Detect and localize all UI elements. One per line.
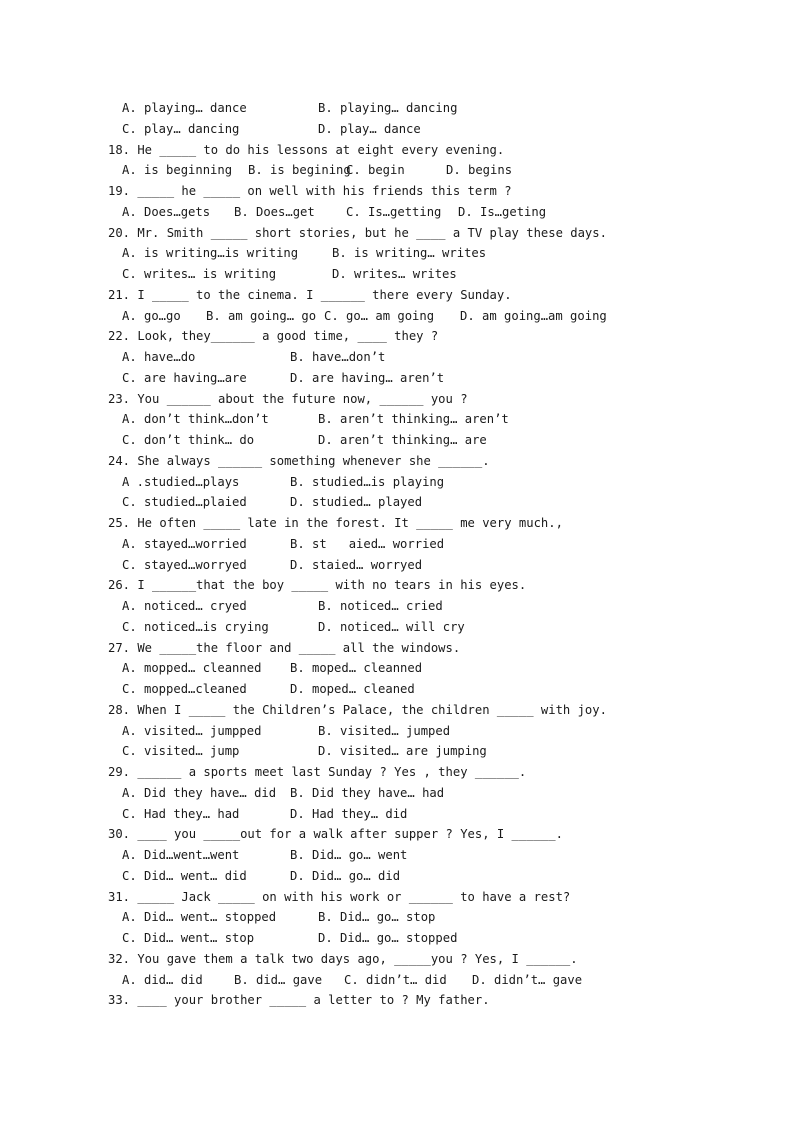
- option-row: [108, 970, 748, 991]
- answer-option: C. Is…getting: [346, 204, 442, 219]
- answer-option: C. Did… went… stop: [122, 931, 255, 945]
- answer-option: B. visited… jumped: [318, 723, 451, 738]
- answer-option: A. noticed… cryed: [122, 599, 247, 613]
- answer-option: C. Did… went… did: [122, 868, 247, 883]
- answer-option: B. am going… go: [206, 308, 317, 323]
- answer-option: A. go…go: [122, 308, 181, 323]
- option-row: [108, 98, 748, 119]
- question-stem: 24. She always ______ something whenever she ______.: [108, 453, 490, 468]
- answer-option: A. Did…went…went: [122, 848, 240, 862]
- option-row: [108, 492, 748, 513]
- option-row: [108, 368, 748, 389]
- option-row: [108, 783, 748, 804]
- answer-option: D. noticed… will cry: [318, 619, 465, 634]
- option-row: [108, 907, 748, 928]
- answer-option: C. didn’t… did: [344, 972, 447, 987]
- answer-option: C. Had they… had: [122, 806, 240, 821]
- answer-option: A. visited… jumpped: [122, 723, 262, 738]
- question-stem: 28. When I _____ the Children’s Palace, the children _____ with joy.: [108, 702, 607, 717]
- answer-option: B. is begining: [248, 163, 351, 178]
- option-row: [108, 202, 748, 223]
- answer-option: A. Did… went… stopped: [122, 910, 277, 925]
- answer-option: A. don’t think…don’t: [122, 412, 269, 427]
- answer-option: D. Is…geting: [458, 204, 547, 219]
- question-stem: 27. We _____the floor and _____ all the windows.: [108, 640, 461, 655]
- answer-option: A .studied…plays: [122, 474, 240, 489]
- question-stem: 18. He _____ to do his lessons at eight every evening.: [108, 142, 505, 157]
- answer-option: A. Did they have… did: [122, 785, 277, 800]
- answer-option: B. Did they have… had: [290, 785, 445, 800]
- answer-option: C. visited… jump: [122, 744, 240, 759]
- answer-option: C. stayed…worryed: [122, 557, 247, 572]
- question-stem: 29. ______ a sports meet last Sunday ? Yes , they ______.: [108, 765, 527, 779]
- answer-option: D. visited… are jumping: [318, 744, 487, 759]
- question-stem: 26. I ______that the boy _____ with no tears in his eyes.: [108, 578, 527, 593]
- answer-option: C. mopped…cleaned: [122, 682, 247, 696]
- answer-option: D. Did… go… stopped: [318, 931, 458, 945]
- answer-option: B. noticed… cried: [318, 599, 443, 613]
- question-list: [108, 98, 748, 1011]
- answer-option: D. Did… go… did: [290, 868, 401, 883]
- option-row: [108, 243, 748, 264]
- answer-option: B. have…don’t: [290, 350, 386, 364]
- option-row: [108, 845, 748, 866]
- answer-option: B. Did… go… stop: [318, 910, 436, 925]
- answer-option: D. play… dance: [318, 121, 421, 136]
- answer-option: B. did… gave: [234, 972, 323, 987]
- option-row: [108, 804, 748, 825]
- answer-option: B. aren’t thinking… aren’t: [318, 412, 509, 427]
- question-stem: 33. ____ your brother _____ a letter to ? My father.: [108, 993, 490, 1008]
- question-stem: 31. _____ Jack _____ on with his work or ______ to have a rest?: [108, 889, 571, 904]
- question-stem: 23. You ______ about the future now, ______ you ?: [108, 391, 468, 406]
- answer-option: A. is writing…is writing: [122, 246, 299, 261]
- answer-option: D. begins: [446, 163, 513, 178]
- answer-option: A. stayed…worried: [122, 536, 247, 551]
- question-stem: 32. You gave them a talk two days ago, _____you ? Yes, I ______.: [108, 951, 578, 966]
- answer-option: A. playing… dance: [122, 101, 247, 115]
- option-row: [108, 472, 748, 493]
- option-row: [108, 119, 748, 140]
- option-row: [108, 658, 748, 679]
- option-row: [108, 679, 748, 700]
- answer-option: A. is beginning: [122, 163, 233, 178]
- answer-option: C. don’t think… do: [122, 433, 255, 447]
- answer-option: D. Had they… did: [290, 806, 408, 821]
- question-stem: 19. _____ he _____ on well with his friends this term ?: [108, 184, 512, 198]
- option-row: [108, 430, 748, 451]
- answer-option: C. studied…plaied: [122, 495, 247, 510]
- answer-option: D. am going…am going: [460, 308, 607, 323]
- question-stem: 30. ____ you _____out for a walk after supper ? Yes, I ______.: [108, 827, 563, 842]
- option-row: [108, 741, 748, 762]
- option-row: [108, 596, 748, 617]
- answer-option: A. Does…gets: [122, 204, 211, 219]
- answer-option: C. begin: [346, 163, 405, 178]
- answer-option: C. play… dancing: [122, 121, 240, 136]
- answer-option: B. is writing… writes: [332, 246, 487, 261]
- answer-option: B. studied…is playing: [290, 474, 445, 489]
- answer-option: D. writes… writes: [332, 267, 457, 281]
- option-row: [108, 866, 748, 887]
- answer-option: D. staied… worryed: [290, 557, 423, 572]
- answer-option: C. are having…are: [122, 370, 247, 385]
- option-row: [108, 617, 748, 638]
- answer-option: B. moped… cleanned: [290, 661, 423, 676]
- answer-option: D. are having… aren’t: [290, 370, 445, 385]
- answer-option: D. aren’t thinking… are: [318, 433, 487, 447]
- option-row: [108, 534, 748, 555]
- option-row: [108, 264, 748, 285]
- option-row: [108, 347, 748, 368]
- option-row: [108, 160, 748, 181]
- option-row: [108, 409, 748, 430]
- answer-option: A. have…do: [122, 350, 196, 364]
- question-stem: 20. Mr. Smith _____ short stories, but he ____ a TV play these days.: [108, 225, 607, 240]
- answer-option: B. playing… dancing: [318, 101, 458, 115]
- answer-option: C. writes… is writing: [122, 267, 277, 281]
- question-stem: 21. I _____ to the cinema. I ______ there every Sunday.: [108, 287, 512, 302]
- answer-option: C. go… am going: [324, 308, 435, 323]
- question-stem: 22. Look, they______ a good time, ____ they ?: [108, 329, 439, 344]
- answer-option: B. st aied… worried: [290, 536, 445, 551]
- answer-option: B. Does…get: [234, 204, 315, 219]
- option-row: [108, 721, 748, 742]
- answer-option: D. studied… played: [290, 495, 423, 510]
- answer-option: A. mopped… cleanned: [122, 661, 262, 676]
- answer-option: D. didn’t… gave: [472, 972, 583, 987]
- answer-option: B. Did… go… went: [290, 848, 408, 862]
- answer-option: A. did… did: [122, 972, 203, 987]
- option-row: [108, 555, 748, 576]
- answer-option: C. noticed…is crying: [122, 619, 269, 634]
- option-row: [108, 928, 748, 949]
- answer-option: D. moped… cleaned: [290, 682, 415, 696]
- question-stem: 25. He often _____ late in the forest. It _____ me very much.,: [108, 516, 563, 530]
- option-row: [108, 306, 748, 327]
